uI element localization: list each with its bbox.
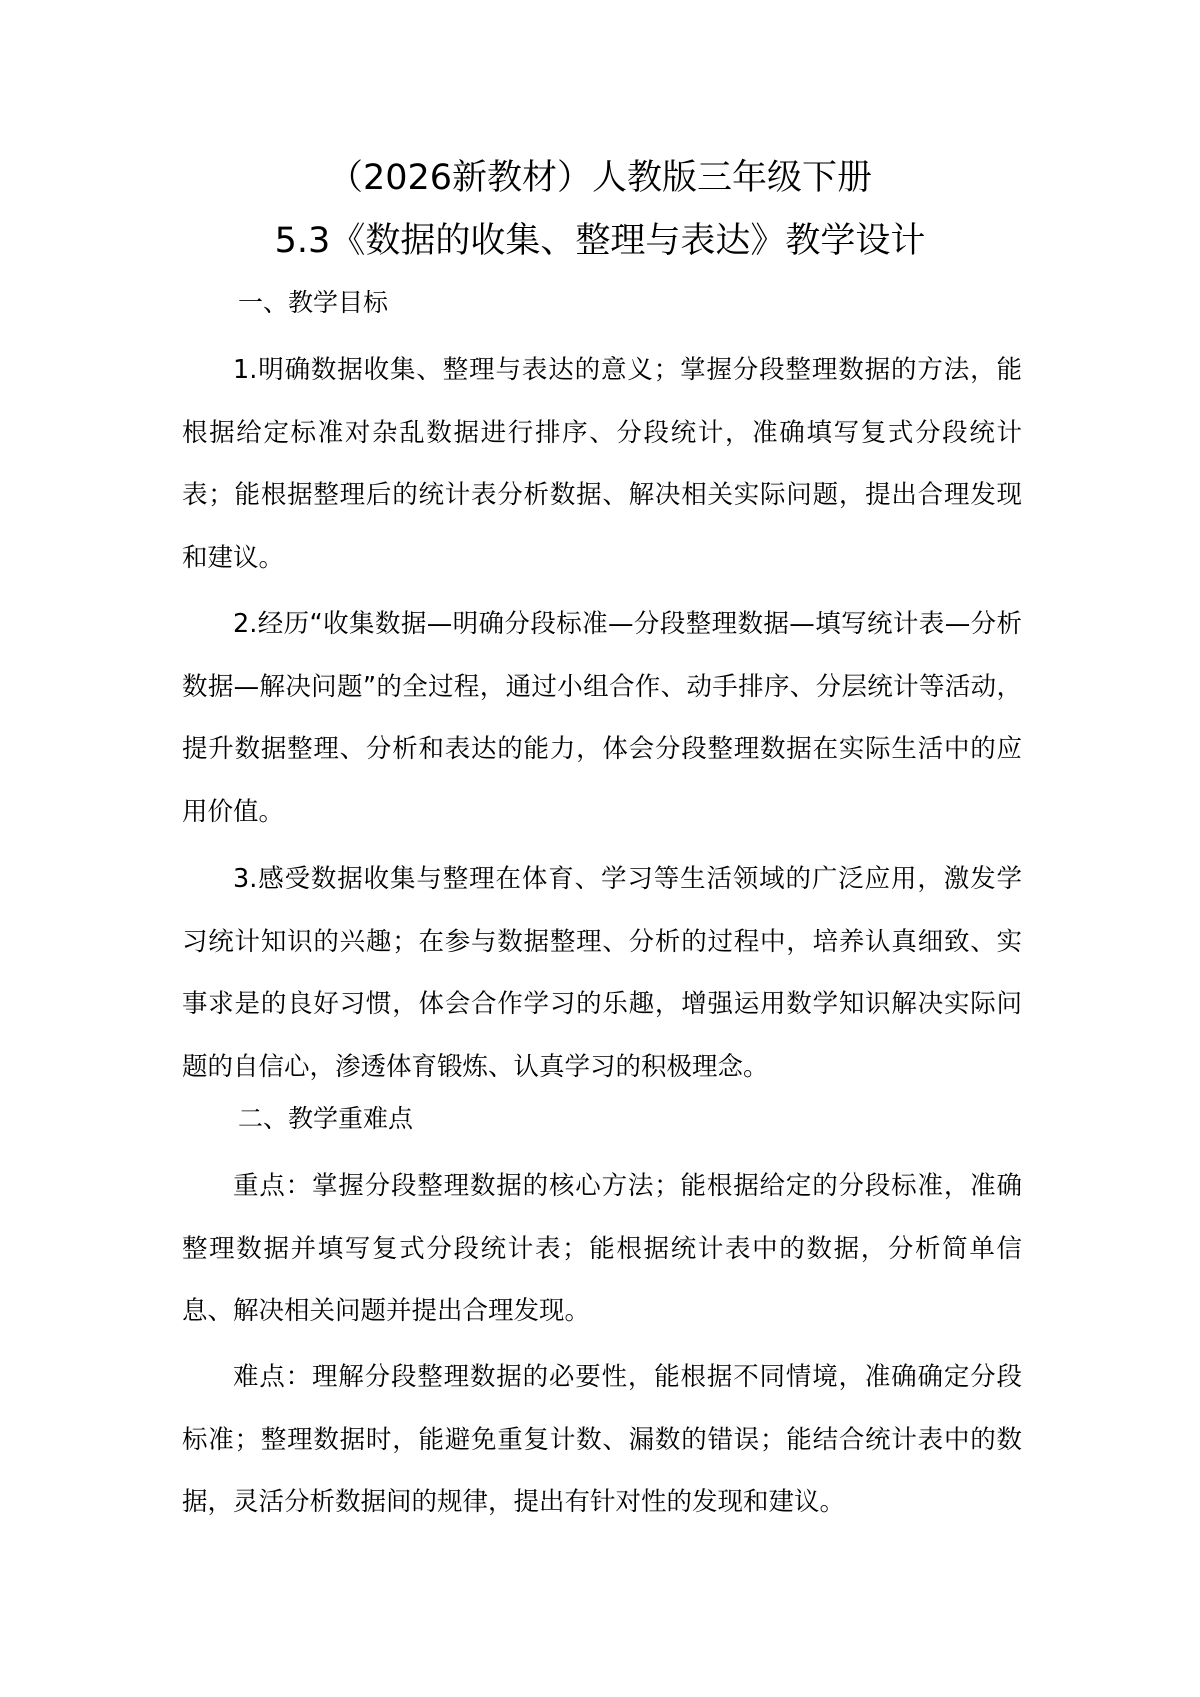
section-heading-key-points: 二、教学重难点 <box>238 1104 414 1133</box>
section-heading-objectives: 一、教学目标 <box>238 288 389 317</box>
document-title-line-2: 5.3《数据的收集、整理与表达》教学设计 <box>274 221 926 261</box>
key-point-paragraph: 重点：掌握分段整理数据的核心方法；能根据给定的分段标准，准确整理数据并填写复式分段统计表；能根据统计表中的数据，分析简单信息、解决相关问题并提出合理发现。 <box>182 1171 1022 1326</box>
objective-paragraph-1: 1.明确数据收集、整理与表达的意义；掌握分段整理数据的方法，能根据给定标准对杂乱数据进行排序、分段统计，准确填写复式分段统计表；能根据整理后的统计表分析数据、解决相关实际问题，提出合理发现和建议。 <box>182 355 1022 573</box>
objective-paragraph-2: 2.经历“收集数据—明确分段标准—分段整理数据—填写统计表—分析数据—解决问题”的全过程，通过小组合作、动手排序、分层统计等活动，提升数据整理、分析和表达的能力，体会分段整理数据在实际生活中的应用价值。 <box>182 609 1022 827</box>
difficulty-paragraph: 难点：理解分段整理数据的必要性，能根据不同情境，准确确定分段标准；整理数据时，能避免重复计数、漏数的错误；能结合统计表中的数据，灵活分析数据间的规律，提出有针对性的发现和建议。 <box>182 1362 1022 1517</box>
document-title-line-1: （2026新教材）人教版三年级下册 <box>327 158 873 198</box>
objective-paragraph-3: 3.感受数据收集与整理在体育、学习等生活领域的广泛应用，激发学习统计知识的兴趣；在参与数据整理、分析的过程中，培养认真细致、实事求是的良好习惯，体会合作学习的乐趣，增强运用数学知识解决实际问题的自信心，渗透体育锻炼、认真学习的积极理念。 <box>182 864 1022 1082</box>
